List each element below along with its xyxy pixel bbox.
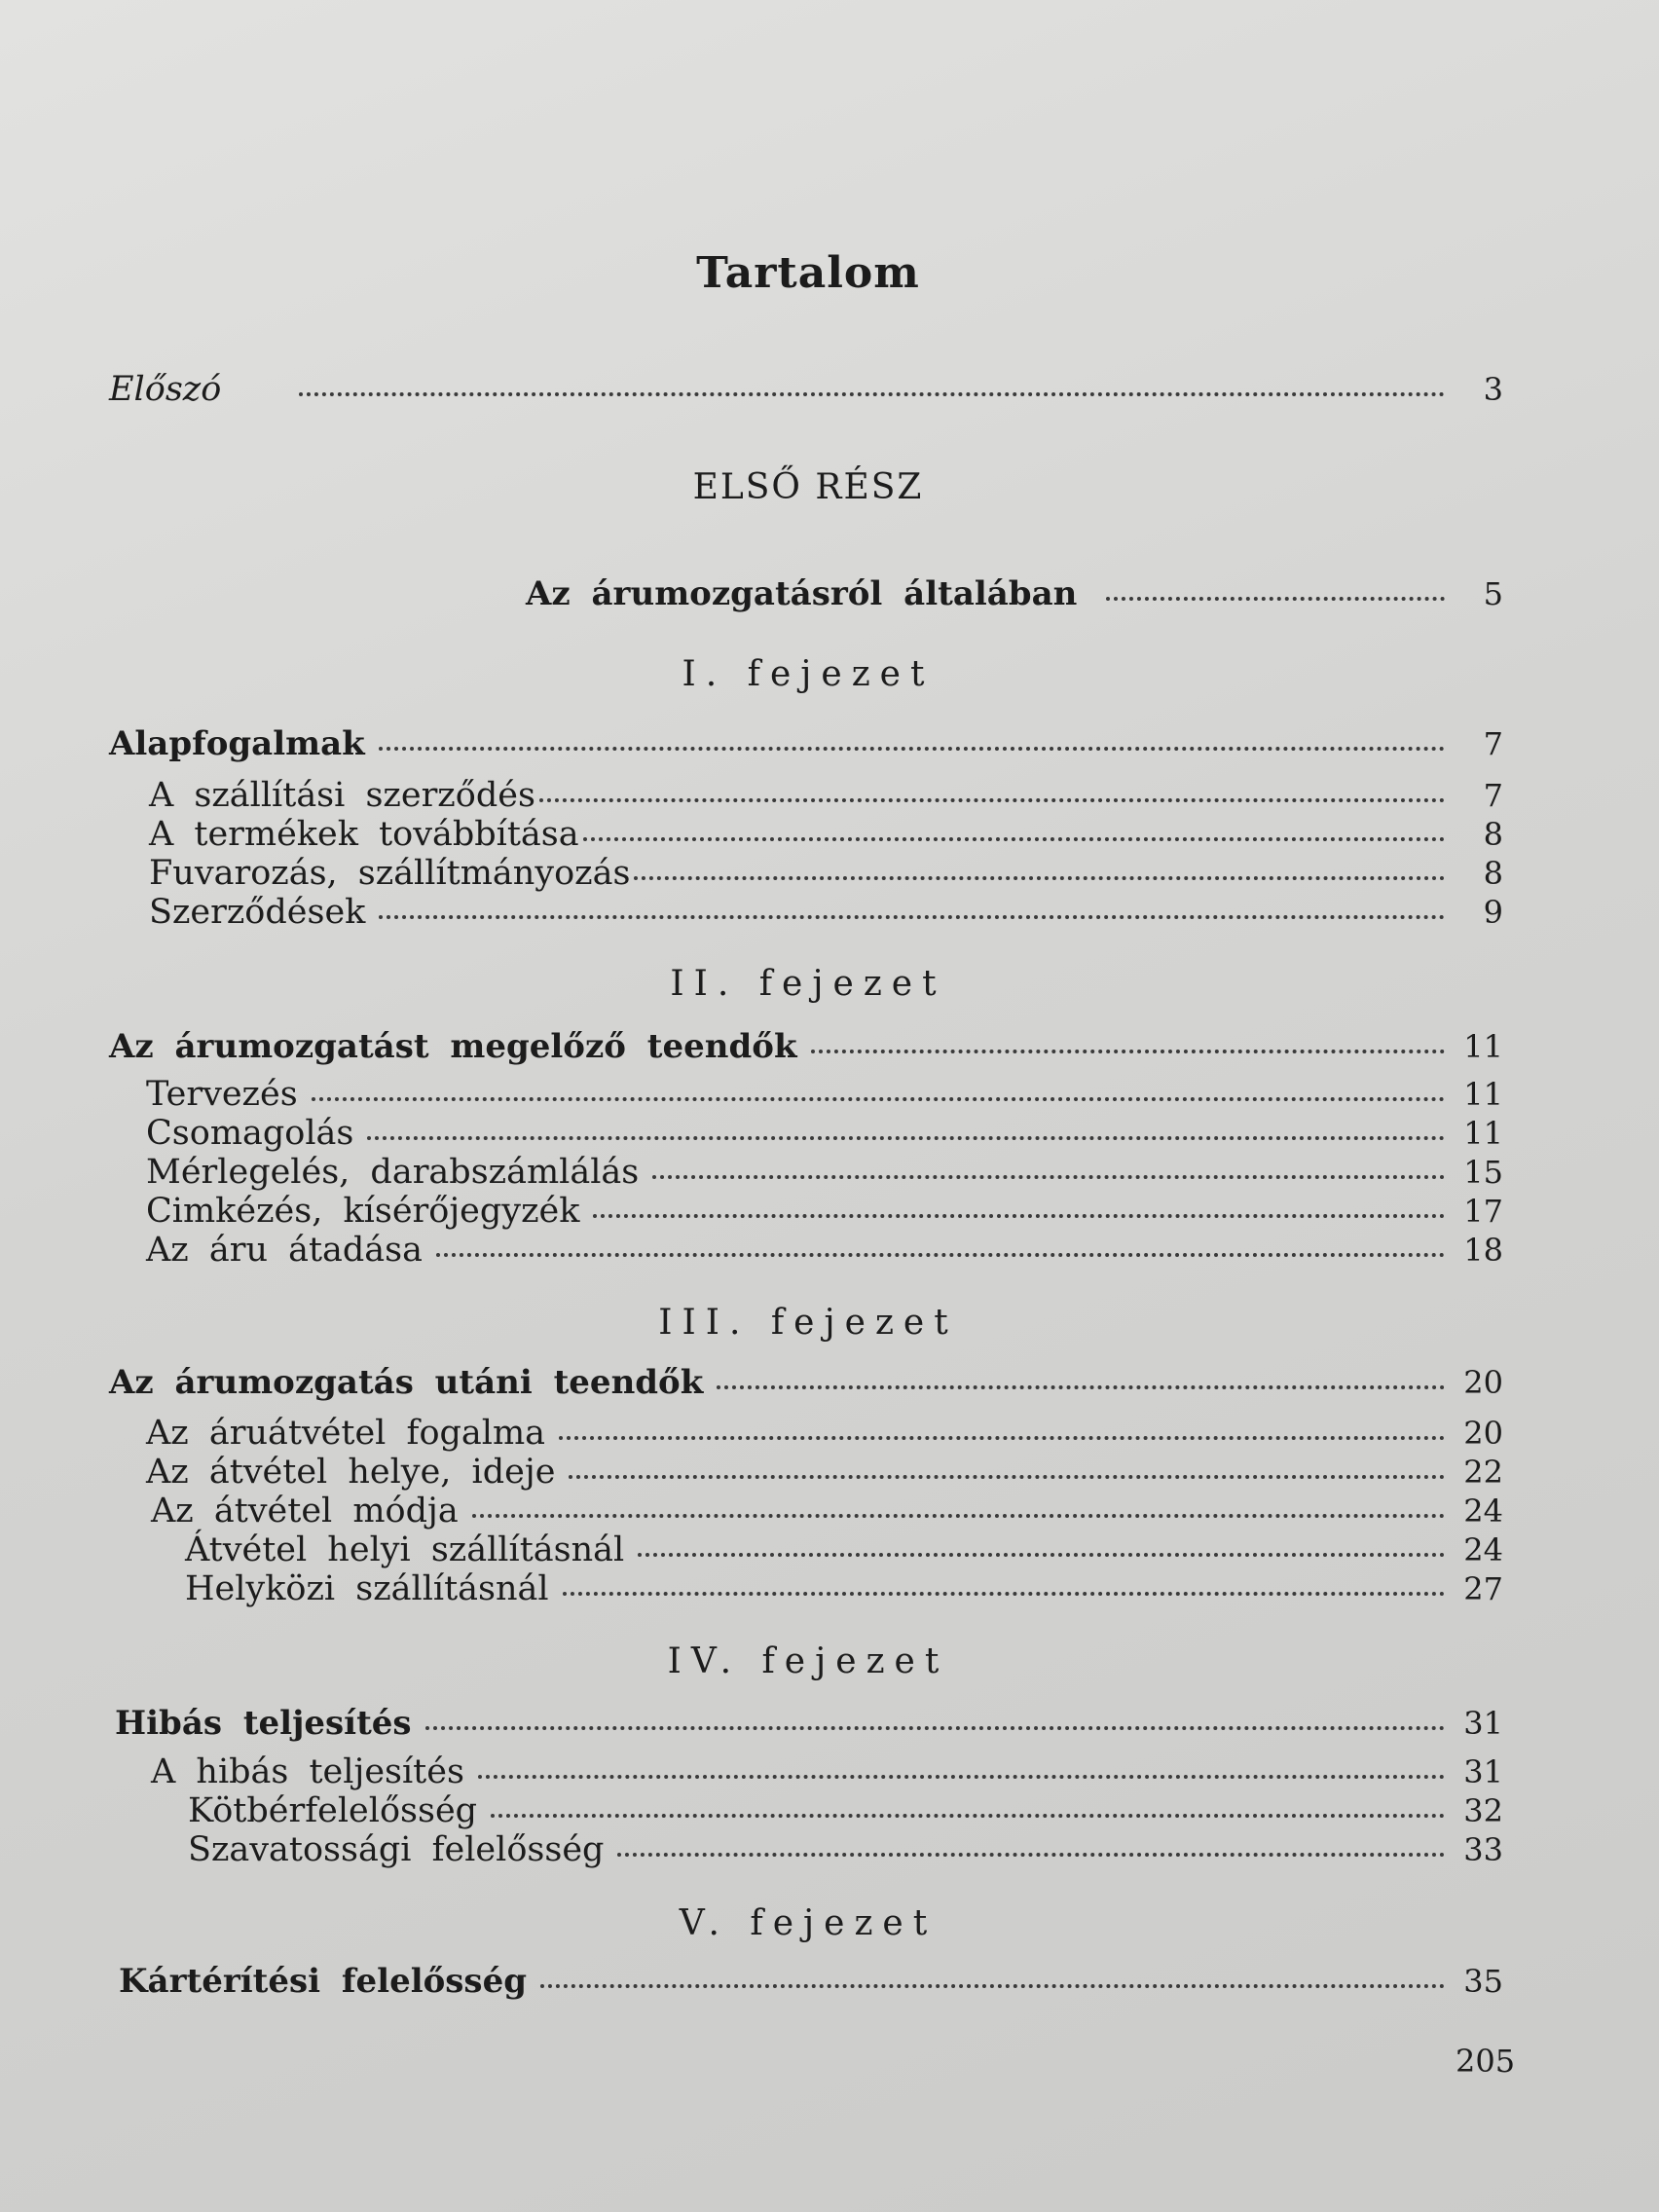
toc-entry (146, 1414, 1503, 1456)
dot-leader (472, 1514, 1445, 1518)
dot-leader (478, 1775, 1445, 1779)
toc-entry-label: Alapfogalmak (109, 724, 365, 763)
dot-leader (312, 1097, 1445, 1101)
toc-entry-label: Előszó (109, 370, 222, 409)
toc-entry-label: A hibás teljesítés (151, 1752, 464, 1791)
toc-entry-label: Az árumozgatást megelőző teendők (109, 1027, 797, 1066)
toc-entry (149, 893, 1503, 936)
toc-entry-page: 11 (1463, 1115, 1503, 1152)
toc-entry-page: 24 (1463, 1531, 1503, 1568)
toc-entry (149, 815, 1503, 858)
toc-entry-label: Szerződések (149, 893, 366, 932)
toc-entry-page: 8 (1483, 816, 1503, 853)
dot-leader (379, 915, 1445, 919)
toc-entry-label: Átvétel helyi szállításnál (185, 1530, 625, 1569)
dot-leader (593, 1214, 1445, 1218)
dot-leader (540, 1984, 1445, 1988)
toc-entry-page: 9 (1483, 894, 1503, 931)
toc-entry-label: Az átvétel módja (151, 1492, 459, 1530)
toc-entry-page: 20 (1463, 1364, 1503, 1401)
toc-entry-page: 7 (1483, 777, 1503, 814)
toc-entry-page: 22 (1463, 1454, 1503, 1491)
dot-leader (617, 1853, 1445, 1857)
toc-entry-page: 32 (1463, 1792, 1503, 1829)
toc-entry-page: 11 (1463, 1028, 1503, 1065)
toc-entry (146, 1153, 1503, 1196)
toc-entry-label: Kötbérfelelősség (188, 1791, 478, 1830)
dot-leader (583, 837, 1445, 841)
dot-leader (539, 798, 1445, 802)
toc-entry-label: Szavatossági felelősség (188, 1830, 605, 1869)
toc-entry-chapter-title (115, 1704, 1503, 1747)
toc-entry (149, 854, 1503, 897)
toc-entry-label: Kártérítési felelősség (119, 1962, 527, 2001)
toc-entry (151, 1752, 1503, 1795)
toc-entry (185, 1569, 1503, 1612)
dot-leader (638, 1553, 1445, 1557)
toc-entry-page: 18 (1463, 1232, 1503, 1269)
toc-entry-label: Mérlegelés, darabszámlálás (146, 1153, 640, 1192)
chapter-heading: III. fejezet (658, 1303, 958, 1343)
toc-entry-label: Cimkézés, kísérőjegyzék (146, 1192, 580, 1231)
toc-entry-page: 8 (1483, 855, 1503, 892)
dot-leader (1106, 597, 1445, 601)
toc-entry (185, 1530, 1503, 1573)
toc-entry-label: A termékek továbbítása (149, 815, 579, 854)
dot-leader (563, 1592, 1445, 1596)
toc-entry-page: 17 (1463, 1193, 1503, 1230)
toc-entry-label: Hibás teljesítés (115, 1704, 412, 1743)
toc-entry-page: 24 (1463, 1493, 1503, 1530)
chapter-heading: IV. fejezet (667, 1641, 949, 1681)
toc-entry-label: A szállítási szerződés (149, 776, 535, 815)
dot-leader (367, 1136, 1445, 1140)
dot-leader (299, 392, 1445, 396)
chapter-heading: I. fejezet (682, 654, 935, 694)
toc-entry-chapter-title (109, 724, 1503, 767)
toc-entry-chapter-title (109, 1363, 1503, 1406)
toc-entry-chapter-title (119, 1962, 1503, 2005)
dot-leader (634, 876, 1445, 880)
toc-entry-page: 5 (1483, 575, 1503, 612)
dot-leader (425, 1726, 1445, 1730)
page-number: 205 (1456, 2043, 1516, 2080)
toc-entry-page: 11 (1463, 1076, 1503, 1113)
toc-entry (149, 776, 1503, 819)
toc-entry-page: 35 (1463, 1963, 1503, 2000)
toc-entry-label: Csomagolás (146, 1114, 354, 1153)
toc-entry-page: 7 (1483, 725, 1503, 762)
toc-entry-label: Az áru átadása (146, 1231, 424, 1270)
toc-entry-page: 15 (1463, 1154, 1503, 1191)
dot-leader (491, 1814, 1445, 1818)
toc-entry (188, 1791, 1503, 1834)
toc-entry-chapter-title (109, 1027, 1503, 1070)
dot-leader (379, 747, 1445, 751)
toc-entry (146, 1453, 1503, 1495)
toc-entry-label: Fuvarozás, szállítmányozás (149, 854, 631, 893)
toc-entry-page: 31 (1463, 1705, 1503, 1742)
toc-entry (146, 1231, 1503, 1273)
toc-entry-page: 33 (1463, 1831, 1503, 1868)
toc-entry-page: 20 (1463, 1415, 1503, 1452)
toc-entry-label: Tervezés (146, 1075, 298, 1114)
part-heading: ELSŐ RÉSZ (692, 467, 924, 507)
toc-entry-label: Az árumozgatás utáni teendők (109, 1363, 704, 1402)
toc-entry-page: 3 (1483, 371, 1503, 408)
dot-leader (811, 1050, 1446, 1053)
dot-leader (569, 1475, 1445, 1479)
dot-leader (717, 1385, 1445, 1389)
toc-entry-label: Az átvétel helye, ideje (146, 1453, 556, 1492)
toc-entry (146, 1075, 1503, 1118)
chapter-heading: II. fejezet (670, 964, 946, 1004)
toc-entry-part-title (526, 574, 1503, 617)
toc-entry (151, 1492, 1503, 1534)
page-title: Tartalom (696, 248, 920, 298)
toc-entry-label: Az áruátvétel fogalma (146, 1414, 546, 1453)
chapter-heading: V. fejezet (679, 1903, 938, 1943)
toc-entry-page: 31 (1463, 1753, 1503, 1790)
toc-entry (146, 1114, 1503, 1157)
dot-leader (559, 1436, 1445, 1440)
toc-entry (188, 1830, 1503, 1873)
toc-entry (146, 1192, 1503, 1235)
dot-leader (436, 1253, 1445, 1257)
toc-entry-label: Az árumozgatásról általában (526, 574, 1078, 613)
toc-entry-page: 27 (1463, 1570, 1503, 1607)
toc-entry-foreword (109, 370, 1503, 413)
toc-entry-label: Helyközi szállításnál (185, 1569, 549, 1608)
dot-leader (652, 1175, 1445, 1179)
